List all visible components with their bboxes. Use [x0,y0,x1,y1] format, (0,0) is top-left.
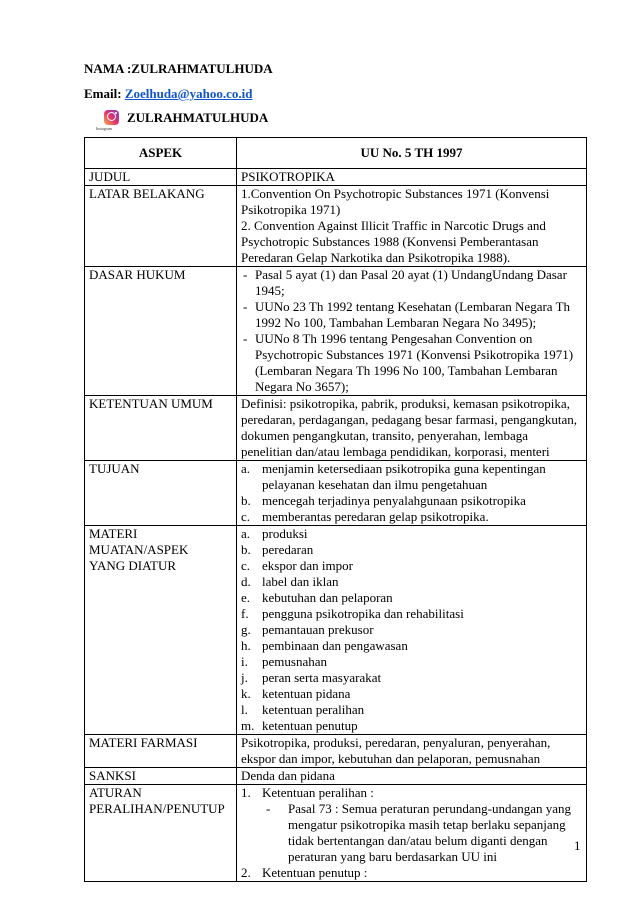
dasar-list [241,267,582,395]
list-marker: - [243,331,248,346]
table-row-judul [85,169,587,186]
table-row-materi-farmasi [85,735,587,768]
name-line: NAMA :ZULRAHMATULHUDA [84,61,273,76]
list-item: - Pasal 5 ayat (1) dan Pasal 20 ayat (1) UndangUndang Dasar 1945; [243,267,567,298]
list-item: - UUNo 23 Th 1992 tentang Kesehatan (Lembaran Negara Th 1992 No 100, Tambahan Lembaran Negara No 3495); [243,299,571,330]
tujuan-list [241,461,582,525]
table-row-materi-muatan [85,526,587,735]
aspect-sanksi: SANKSI [85,768,237,785]
list-item: f. pengguna psikotropika dan rehabilitasi [241,606,464,621]
table-row-ketentuan-umum [85,396,587,461]
table-row-latar-belakang [85,186,587,267]
list-item: k. ketentuan pidana [241,686,351,701]
value-sanksi: Denda dan pidana [237,768,587,785]
materi-list [241,526,582,734]
value-judul: PSIKOTROPIKA [237,169,587,186]
list-item: c. ekspor dan impor [241,558,353,573]
list-item: j. peran serta masyarakat [241,670,382,685]
email-label: Email: [84,86,122,101]
list-item: - UUNo 8 Th 1996 tentang Pengesahan Convention on Psychotropic Substances 1971 (Konvensi Psikotropika 1971) (Lembaran Negara Th 1996 No 100, Tambahan Lembaran Negara No 3657); [243,331,574,394]
list-item: l. ketentuan peralihan [241,702,365,717]
comparison-table [84,137,587,882]
aspect-aturan-peralihan: ATURAN PERALIHAN/PENUTUP [85,785,237,882]
header-aspek: ASPEK [85,138,237,169]
value-tujuan [237,461,587,526]
instagram-icon [104,110,119,125]
list-item: e. kebutuhan dan pelaporan [241,590,393,605]
instagram-icon-caption: Instagram [96,126,112,131]
value-ketentuan-umum: Definisi: psikotropika, pabrik, produksi, kemasan psikotropika, peredaran, perdagangan, pedagang besar farmasi, pengangkutan, dokumen pengangkutan, transito, penyerahan, lembaga penelitian dan/atau lembaga pendidikan, korporasi, menteri [237,396,587,461]
list-item: b. mencegah terjadinya penyalahgunaan psikotropika [241,493,526,508]
list-item: g. pemantauan prekusor [241,622,374,637]
list-item: c. memberantas peredaran gelap psikotropika. [241,509,489,524]
aspect-tujuan: TUJUAN [85,461,237,526]
table-row-aturan-peralihan [85,785,587,882]
value-aturan-peralihan [237,785,587,882]
list-item: a. produksi [241,526,308,541]
aspect-judul: JUDUL [85,169,237,186]
aturan-list [241,785,582,881]
latar-item: 1.Convention On Psychotropic Substances 1971 (Konvensi Psikotropika 1971) [241,186,550,217]
aspect-latar-belakang: LATAR BELAKANG [85,186,237,267]
aspect-ketentuan-umum: KETENTUAN UMUM [85,396,237,461]
table-row-sanksi [85,768,587,785]
list-item: b. peredaran [241,542,314,557]
list-item: m. ketentuan penutup [241,718,358,733]
page-number: 1 [574,838,581,853]
value-latar-belakang [237,186,587,267]
aturan-sub-list [262,801,582,865]
list-item: h. pembinaan dan pengawasan [241,638,408,653]
list-marker: - [243,299,248,314]
list-item: d. label dan iklan [241,574,339,589]
header-uu: UU No. 5 TH 1997 [237,138,587,169]
value-materi-muatan [237,526,587,735]
list-marker: - [243,267,248,282]
instagram-line [104,110,268,126]
aspect-materi-farmasi: MATERI FARMASI [85,735,237,768]
email-line [84,86,253,102]
aspect-materi-muatan: MATERI MUATAN/ASPEK YANG DIATUR [85,526,237,735]
table-row-tujuan [85,461,587,526]
latar-item: 2. Convention Against Illicit Traffic in Narcotic Drugs and Psychotropic Substances 1988 (Konvensi Pemberantasan Peredaran Gelap Narkotika dan Psikotropika 1988). [241,218,546,265]
instagram-handle: ZULRAHMATULHUDA [127,110,269,125]
list-item: 2. Ketentuan penutup : [241,865,368,880]
value-dasar-hukum [237,267,587,396]
table-row-dasar-hukum [85,267,587,396]
email-link[interactable]: Zoelhuda@yahoo.co.id [124,86,253,101]
list-item: 1. Ketentuan peralihan : - Pasal 73 : Semua peraturan perundang-undangan yang mengatur psikotropika masih tetap berlaku sepanjang tidak bertentangan dan/atau belum diganti dengan peraturan yang baru berdasarkan UU ini [241,785,582,865]
list-item: - Pasal 73 : Semua peraturan perundang-undangan yang mengatur psikotropika masih tetap berlaku sepanjang tidak bertentangan dan/atau belum diganti dengan peraturan yang baru berdasarkan UU ini [266,801,572,864]
list-item: a. menjamin ketersediaan psikotropika guna kepentingan pelayanan kesehatan dan ilmu pengetahuan [241,461,546,492]
list-item: i. pemusnahan [241,654,327,669]
aspect-dasar-hukum: DASAR HUKUM [85,267,237,396]
table-header-row [85,138,587,169]
value-materi-farmasi: Psikotropika, produksi, peredaran, penyaluran, penyerahan, ekspor dan impor, kebutuhan dan pelaporan, pemusnahan [237,735,587,768]
